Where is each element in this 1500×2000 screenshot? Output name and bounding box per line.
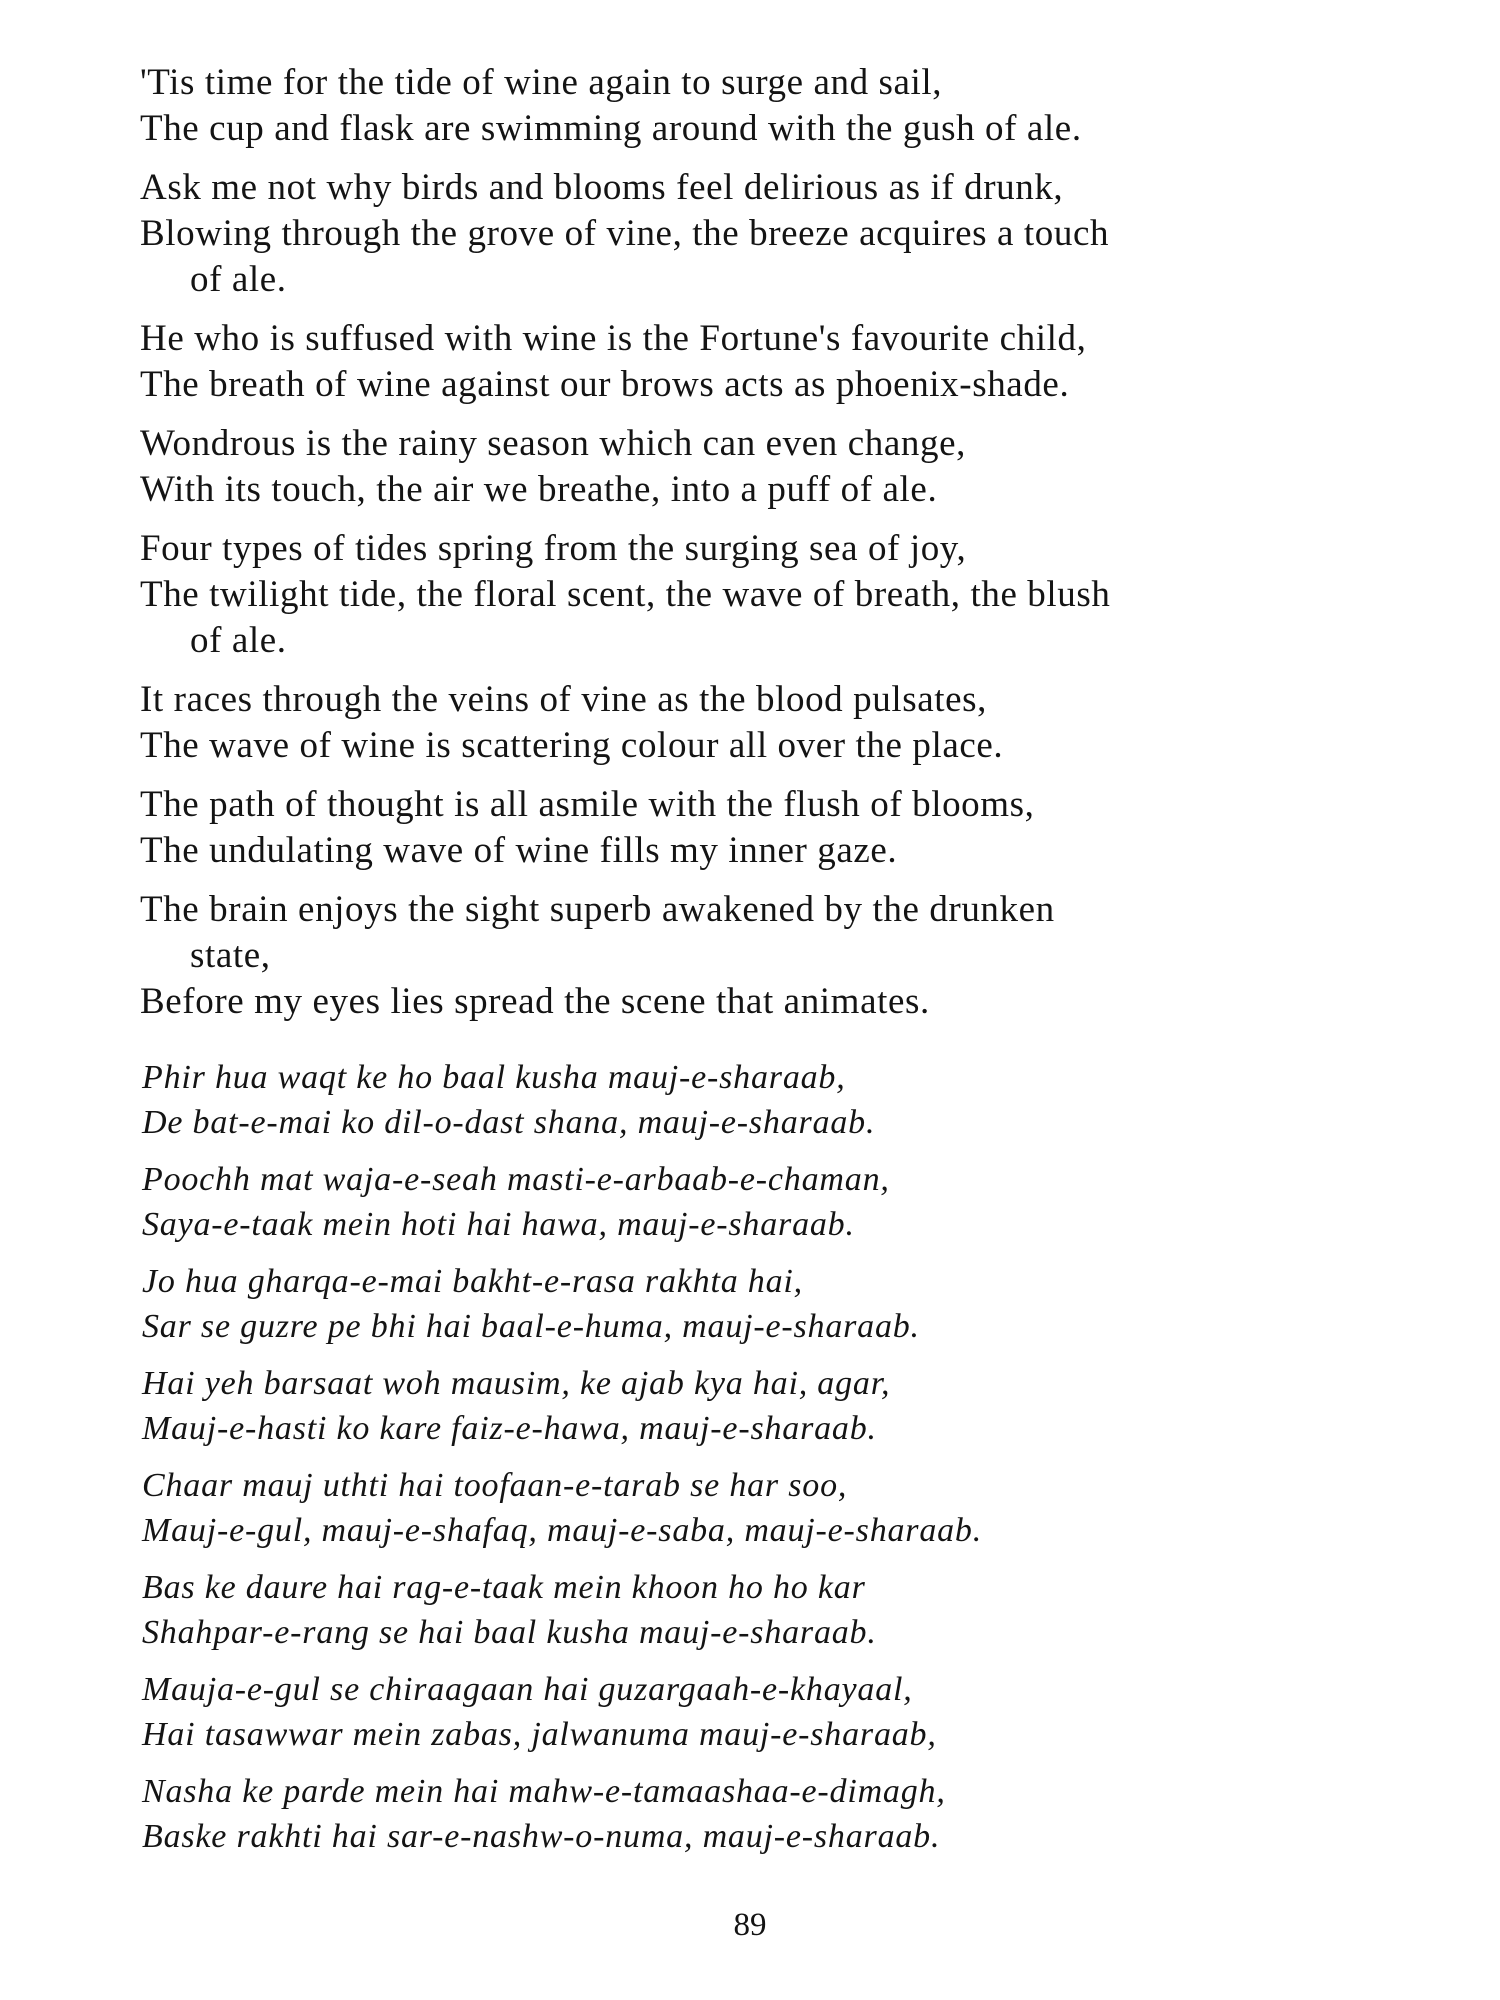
- english-couplet: [140, 526, 1370, 664]
- transliterated-couplet: [142, 1769, 1342, 1859]
- verse-continuation: of ale.: [190, 620, 287, 661]
- transliterated-couplet: [142, 1667, 1342, 1757]
- urdu-transliteration: [142, 1055, 1342, 1871]
- transliterated-line: Baske rakhti hai sar-e-nashw-o-numa, mauj-e-sharaab.: [142, 1818, 941, 1855]
- verse-text: The brain enjoys the sight superb awakened by the drunken: [140, 889, 1055, 930]
- english-couplet: [140, 677, 1370, 769]
- transliterated-line: Poochh mat waja-e-seah masti-e-arbaab-e-chaman,: [142, 1161, 890, 1198]
- transliterated-line: Sar se guzre pe bhi hai baal-e-huma, mauj-e-sharaab.: [142, 1308, 920, 1345]
- transliterated-line: Phir hua waqt ke ho baal kusha mauj-e-sharaab,: [142, 1059, 846, 1096]
- verse-line: The cup and flask are swimming around with the gush of ale.: [140, 108, 1082, 149]
- verse-line: Wondrous is the rainy season which can even change,: [140, 423, 966, 464]
- transliterated-line: Nasha ke parde mein hai mahw-e-tamaashaa-e-dimagh,: [142, 1773, 946, 1810]
- english-couplet: [140, 782, 1370, 874]
- transliterated-couplet: [142, 1463, 1342, 1553]
- transliterated-line: Shahpar-e-rang se hai baal kusha mauj-e-sharaab.: [142, 1614, 877, 1651]
- english-translation: [140, 60, 1370, 1038]
- transliterated-line: Saya-e-taak mein hoti hai hawa, mauj-e-sharaab.: [142, 1206, 855, 1243]
- verse-line: [140, 572, 1370, 664]
- verse-line: The path of thought is all asmile with the flush of blooms,: [140, 784, 1035, 825]
- english-couplet: [140, 60, 1370, 152]
- verse-text: The twilight tide, the floral scent, the wave of breath, the blush: [140, 574, 1111, 615]
- transliterated-couplet: [142, 1361, 1342, 1451]
- verse-line: It races through the veins of vine as the blood pulsates,: [140, 679, 987, 720]
- verse-line: The wave of wine is scattering colour all over the place.: [140, 725, 1004, 766]
- verse-line: [140, 887, 1370, 979]
- transliterated-line: Hai yeh barsaat woh mausim, ke ajab kya hai, agar,: [142, 1365, 891, 1402]
- transliterated-line: Hai tasawwar mein zabas, jalwanuma mauj-e-sharaab,: [142, 1716, 937, 1753]
- verse-line: 'Tis time for the tide of wine again to surge and sail,: [140, 62, 943, 103]
- transliterated-couplet: [142, 1055, 1342, 1145]
- verse-continuation: of ale.: [190, 259, 287, 300]
- verse-line: Before my eyes lies spread the scene that animates.: [140, 981, 930, 1022]
- english-couplet: [140, 887, 1370, 1025]
- verse-line: Four types of tides spring from the surging sea of joy,: [140, 528, 967, 569]
- transliterated-couplet: [142, 1565, 1342, 1655]
- transliterated-line: Mauj-e-gul, mauj-e-shafaq, mauj-e-saba, mauj-e-sharaab.: [142, 1512, 983, 1549]
- transliterated-line: Mauja-e-gul se chiraagaan hai guzargaah-e-khayaal,: [142, 1671, 913, 1708]
- transliterated-line: Mauj-e-hasti ko kare faiz-e-hawa, mauj-e-sharaab.: [142, 1410, 877, 1447]
- verse-line: Ask me not why birds and blooms feel delirious as if drunk,: [140, 167, 1064, 208]
- english-couplet: [140, 421, 1370, 513]
- verse-line: The undulating wave of wine fills my inner gaze.: [140, 830, 898, 871]
- transliterated-line: Bas ke daure hai rag-e-taak mein khoon ho ho kar: [142, 1569, 866, 1606]
- english-couplet: [140, 165, 1370, 303]
- transliterated-couplet: [142, 1259, 1342, 1349]
- verse-line: With its touch, the air we breathe, into a puff of ale.: [140, 469, 938, 510]
- verse-text: Blowing through the grove of vine, the breeze acquires a touch: [140, 213, 1110, 254]
- page-number: 89: [733, 1907, 767, 1943]
- transliterated-line: Jo hua gharqa-e-mai bakht-e-rasa rakhta hai,: [142, 1263, 803, 1300]
- verse-line: The breath of wine against our brows acts as phoenix-shade.: [140, 364, 1070, 405]
- verse-line: He who is suffused with wine is the Fortune's favourite child,: [140, 318, 1087, 359]
- transliterated-line: De bat-e-mai ko dil-o-dast shana, mauj-e-sharaab.: [142, 1104, 876, 1141]
- transliterated-line: Chaar mauj uthti hai toofaan-e-tarab se har soo,: [142, 1467, 848, 1504]
- verse-line: [140, 211, 1370, 303]
- verse-continuation: state,: [190, 935, 271, 976]
- transliterated-couplet: [142, 1157, 1342, 1247]
- english-couplet: [140, 316, 1370, 408]
